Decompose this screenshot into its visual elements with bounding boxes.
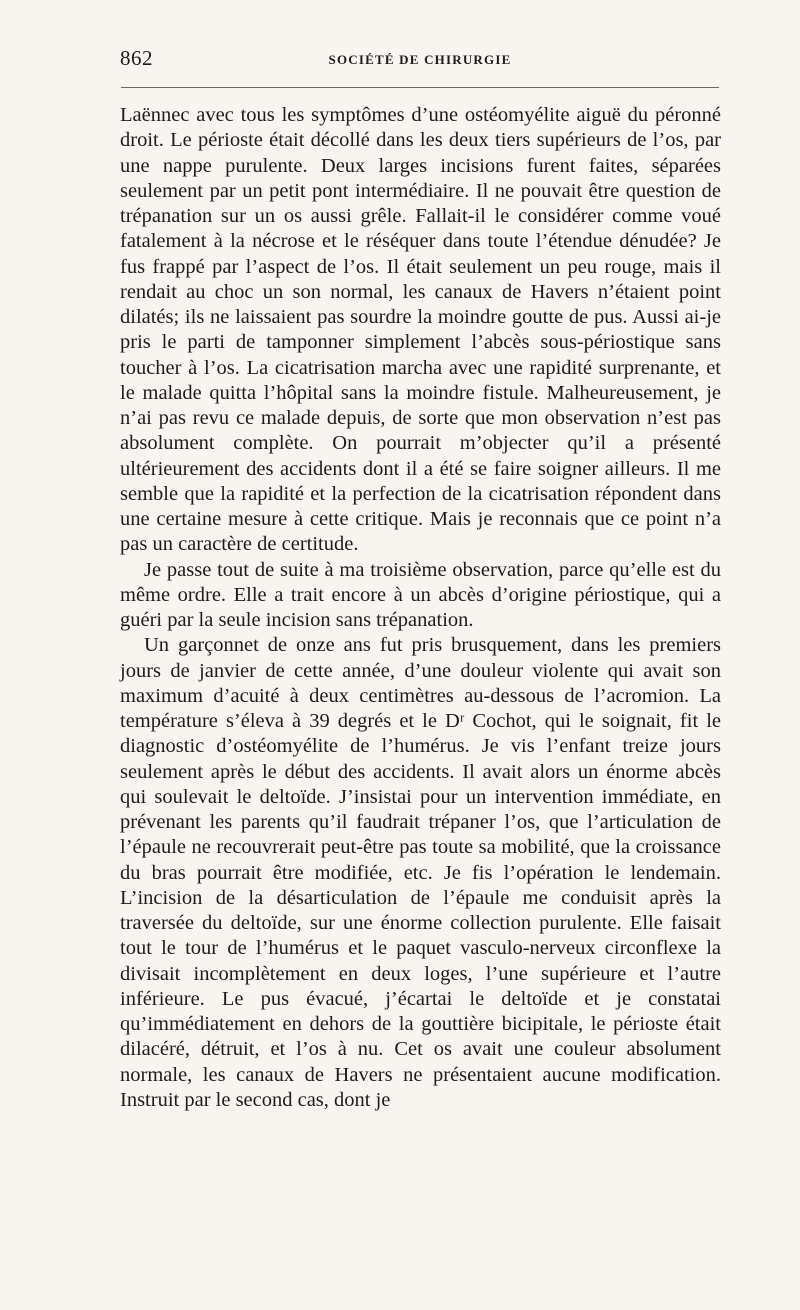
paragraph-3: Un garçonnet de onze ans fut pris brusquement, dans les premiers jours de janvier de cette année, d’une douleur violente qui avait son maximum d’acuité à deux centimètres au-dessous de l’acromion. La température s’éleva à 39 degrés et le Dʳ Cochot, qui le soignait, fit le diagnostic d’ostéomyélite de l’humérus. Je vis l’enfant treize jours seulement après le début des accidents. Il avait alors un énorme abcès qui soulevait le deltoïde. J’insistai pour un intervention immédiate, en prévenant les parents qu’il faudrait trépaner l’os, que l’articulation de l’épaule ne recouvrerait peut-être pas toute sa mobilité, que la croissance du bras pourrait être modifiée, etc. Je fis l’opération le lendemain. L’incision de la désarticulation de l’épaule me conduisit après la traversée du deltoïde, sur une énorme collection purulente. Elle faisait tout le tour de l’humérus et le paquet vasculo-nerveux circonflexe la divisait incomplètement en deux loges, l’une supérieure et l’autre inférieure. Le pus évacué, j’écartai le deltoïde et je constatai qu’immédiatement en dehors de la gouttière bicipitale, le périoste était dilacéré, détruit, et l’os à nu. Cet os avait une couleur absolument normale, les canaux de Havers ne présentaient aucune modification. Instruit par le second cas, dont je [120, 634, 721, 1111]
page-number: 862 [120, 46, 153, 70]
body-text [120, 103, 721, 1113]
page-header [120, 46, 720, 74]
paragraph-2: Je passe tout de suite à ma troisième observation, parce qu’elle est du même ordre. Elle a trait encore à un abcès d’origine périostique, qui a guéri par la seule incision sans trépanation. [120, 558, 721, 631]
header-rule [121, 87, 719, 88]
running-title: SOCIÉTÉ DE CHIRURGIE [328, 52, 512, 67]
paragraph-1: Laënnec avec tous les symptômes d’une ostéomyélite aiguë du péronné droit. Le périoste était décollé dans les deux tiers supérieurs de l’os, par une nappe purulente. Deux larges incisions furent faites, séparées seulement par un petit pont intermédiaire. Il ne pouvait être question de trépanation sur un os aussi grêle. Fallait-il le considérer comme voué fatalement à la nécrose et le réséquer dans toute l’étendue dénudée? Je fus frappé par l’aspect de l’os. Il était seulement un peu rouge, mais il rendait au choc un son normal, les canaux de Havers n’étaient point dilatés; ils ne laissaient pas sourdre la moindre goutte de pus. Aussi ai-je pris le parti de tamponner simplement l’abcès sous-périostique sans toucher à l’os. La cicatrisation marcha avec une rapidité surprenante, et le malade quitta l’hôpital sans la moindre fistule. Malheureusement, je n’ai pas revu ce malade depuis, de sorte que mon observation n’est pas absolument complète. On pourrait m’objecter qu’il a présenté ultérieurement des accidents dont il a été se faire soigner ailleurs. Il me semble que la rapidité et la perfection de la cicatrisation répondent dans une certaine mesure à cette critique. Mais je reconnais que ce point n’a pas un caractère de certitude. [120, 104, 721, 556]
